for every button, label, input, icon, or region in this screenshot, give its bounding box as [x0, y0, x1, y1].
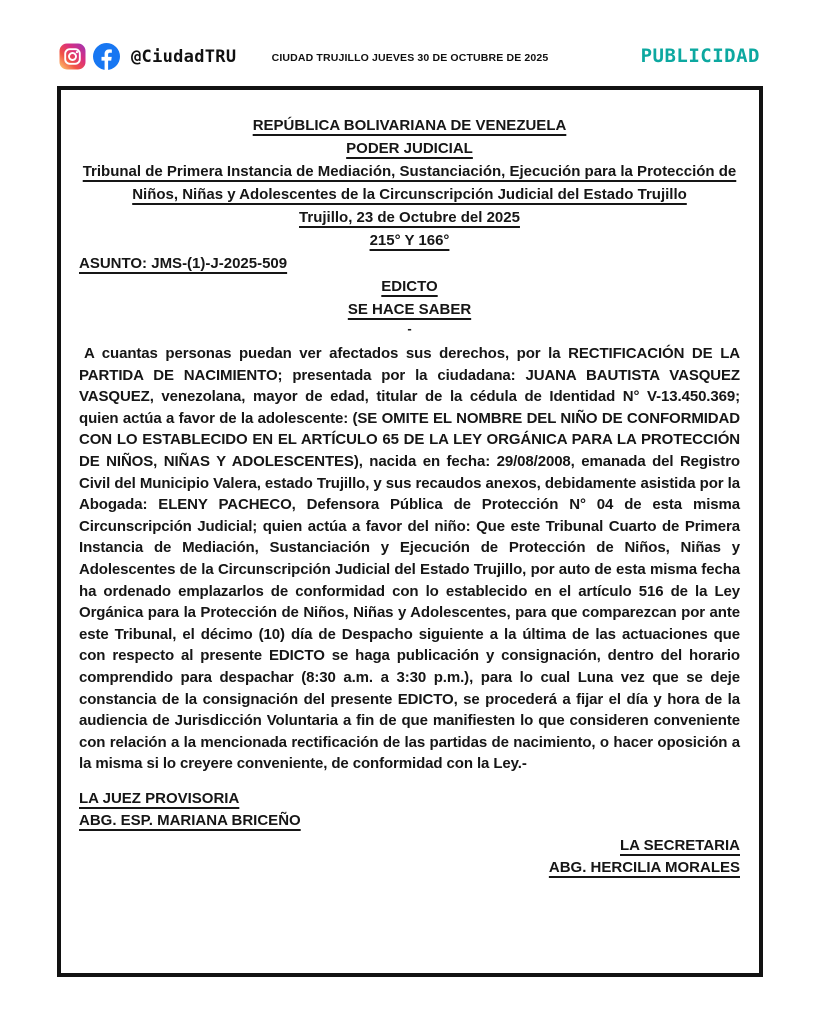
masthead	[57, 43, 763, 75]
signature-line: ABG. HERCILIA MORALES	[548, 858, 740, 876]
signature-line: ABG. ESP. MARIANA BRICEÑO	[79, 811, 301, 829]
signature-judge-block	[79, 788, 740, 832]
heading-line: Tribunal de Primera Instancia de Mediación, Sustanciación, Ejecución para la Protección de Niños, Niñas y Adolescentes de la Circunscripción Judicial del Estado Trujillo	[82, 163, 737, 203]
edict-document	[57, 86, 763, 977]
document-headings	[79, 114, 740, 337]
heading-line: -	[407, 321, 412, 336]
heading-line: 215° Y 166°	[369, 232, 450, 249]
heading-line: Trujillo, 23 de Octubre del 2025	[299, 209, 520, 226]
signature-line: LA SECRETARIA	[620, 836, 740, 854]
heading-line: PODER JUDICIAL	[346, 140, 473, 157]
signature-line: LA JUEZ PROVISORIA	[79, 789, 240, 807]
publicidad-label: PUBLICIDAD	[640, 45, 760, 67]
heading-line: ASUNTO: JMS-(1)-J-2025-509	[79, 255, 288, 272]
masthead-dateline: CIUDAD TRUJILLO JUEVES 30 DE OCTUBRE DE 2025	[271, 52, 549, 64]
social-handle-text: @CiudadTRU	[131, 46, 237, 67]
heading-line: EDICTO	[381, 278, 438, 295]
heading-line: SE HACE SABER	[347, 301, 472, 318]
signature-secretary-block	[79, 835, 740, 879]
edict-body-text: A cuantas personas puedan ver afectados sus derechos, por la RECTIFICACIÓN DE LA PARTIDA DE NACIMIENTO; presentada por la ciudadana: JUANA BAUTISTA VASQUEZ VASQUEZ, venezolana, mayor de edad, titular de la cédula de Identidad N° V-13.450.369; quien actúa a favor de la adolescente: (SE OMITE EL NOMBRE DEL NIÑO DE CONFORMIDAD CON LO ESTABLECIDO EN EL ARTÍCULO 65 DE LA LEY ORGÁNICA PARA LA PROTECCIÓN DE NIÑOS, NIÑAS Y ADOLESCENTES), nacida en fecha: 29/08/2008, emanada del Registro Civil del Municipio Valera, estado Trujillo, y sus recaudos anexos, debidamente asistida por la Abogada: ELENY PACHECO, Defensora Pública de Protección N° 04 de esta misma Circunscripción Judicial; quien actúa a favor del niño: Que este Tribunal Cuarto de Primera Instancia de Mediación, Sustanciación y Ejecución de Protección de Niños, Niñas y Adolescentes de la Circunscripción Judicial del Estado Trujillo, por auto de esta misma fecha ha ordenado emplazarlos de conformidad con lo establecido en el artículo 516 de la Ley Orgánica para la Protección de Niños, Niñas y Adolescentes, para que comparezcan por ante este Tribunal, el décimo (10) día de Despacho siguiente a la última de las actuaciones que con respecto al presente EDICTO se haga publicación y consignación, dentro del horario comprendido para despachar (8:30 a.m. a 3:30 p.m.), para lo cual Luna vez que se deje constancia de la consignación del presente EDICTO, se procederá a fijar el día y hora de la audiencia de Jurisdicción Voluntaria a fin de que manifiesten lo que consideren conveniente con relación a la mencionada rectificación de las partidas de nacimiento, o hacer oposición a la misma si lo creyere conveniente, de conformidad con la Ley.-	[79, 345, 740, 773]
heading-line: REPÚBLICA BOLIVARIANA DE VENEZUELA	[252, 117, 567, 134]
